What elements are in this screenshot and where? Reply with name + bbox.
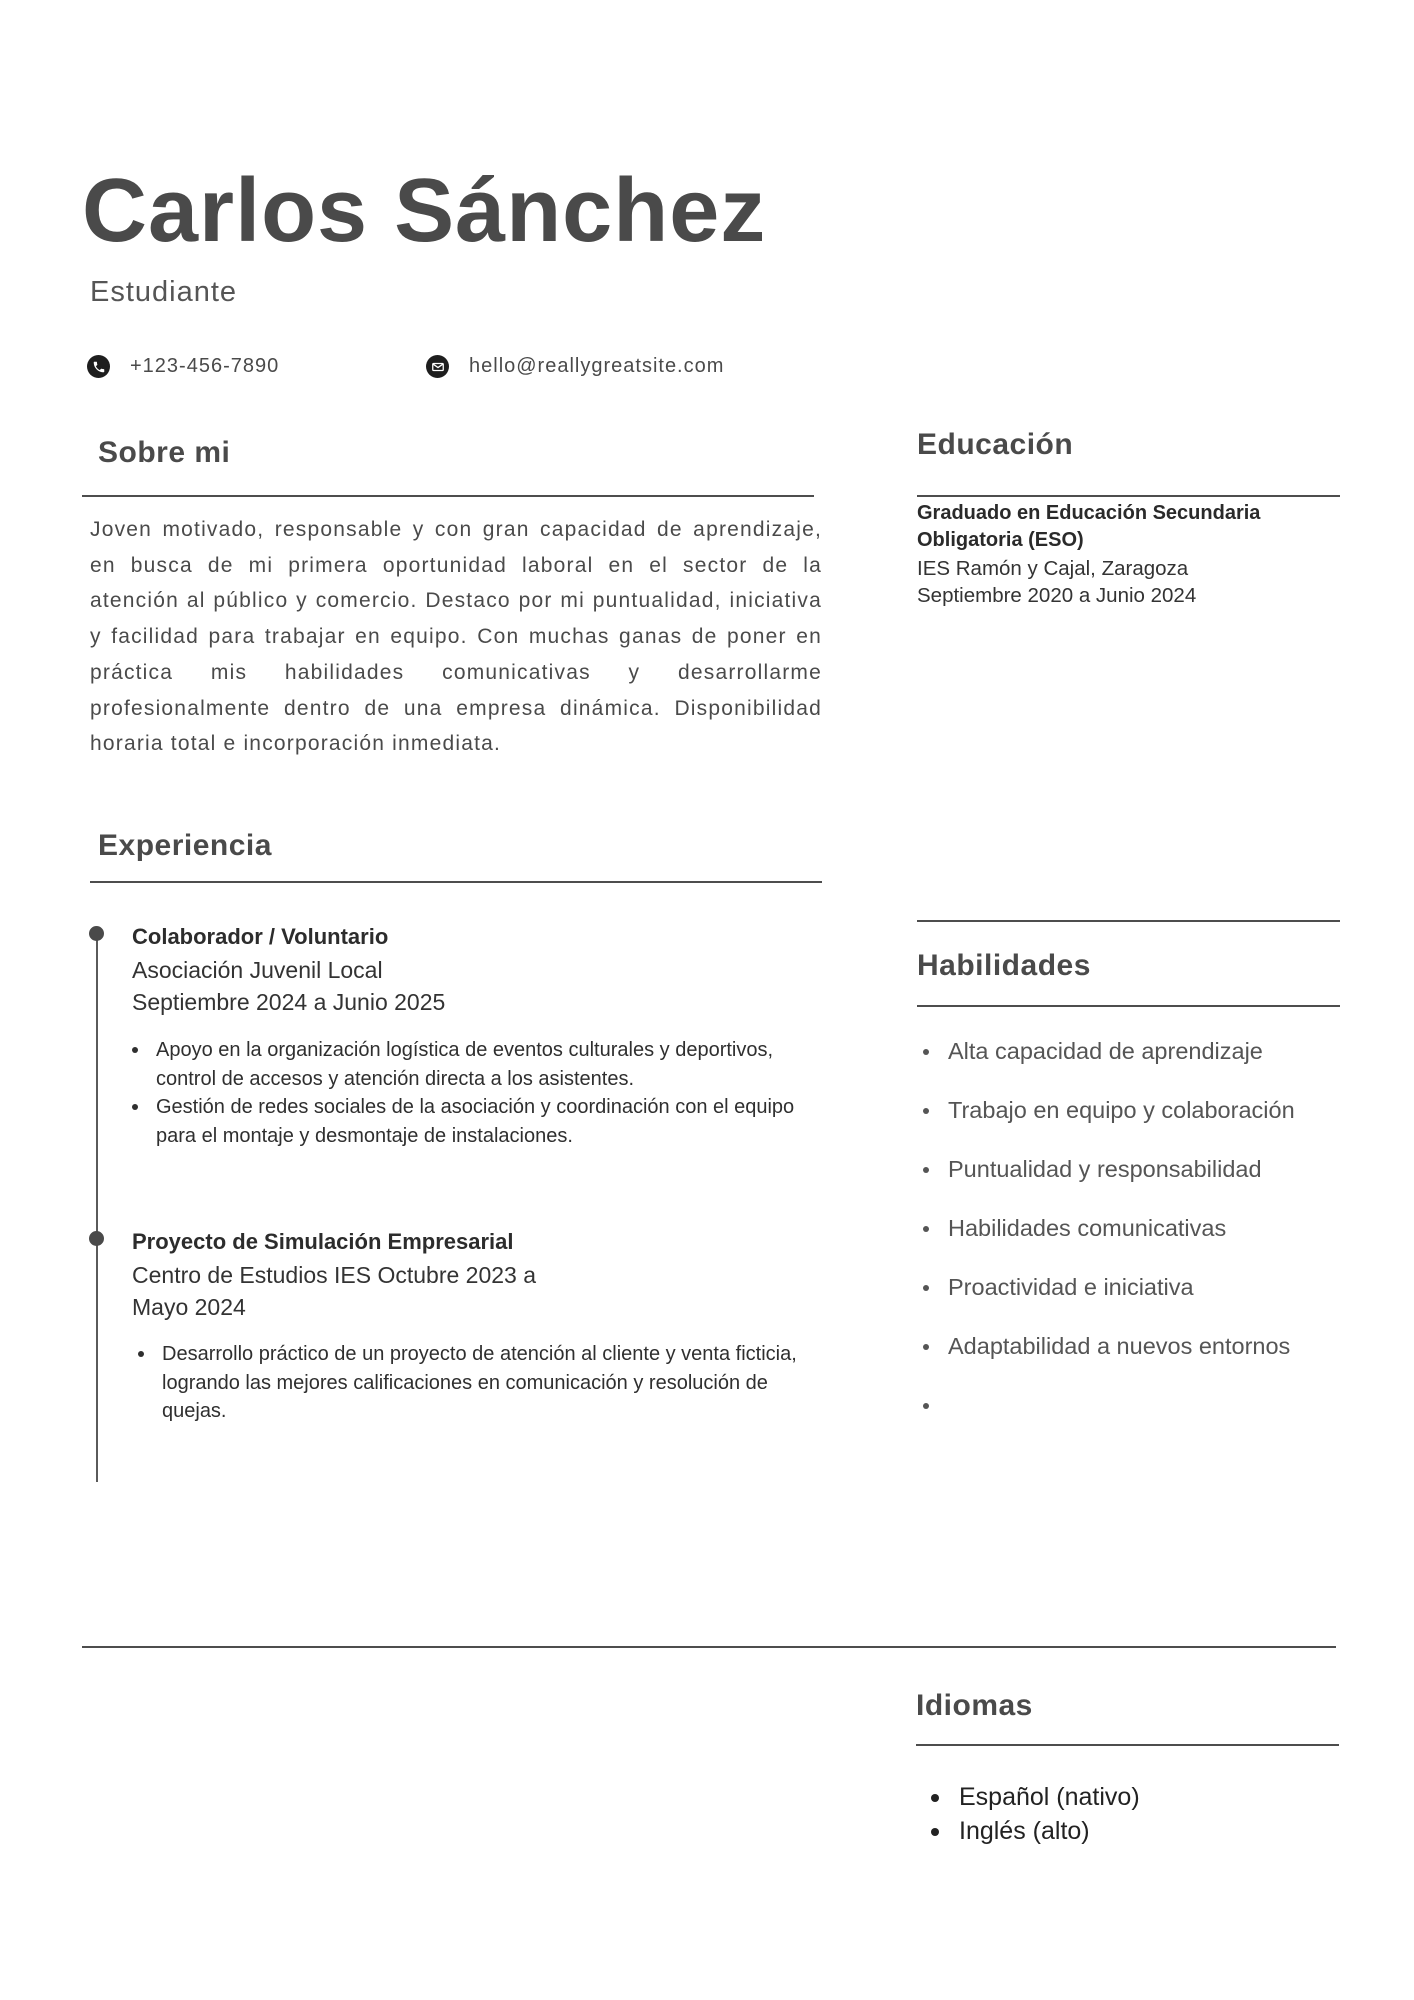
experience-title: Experiencia (98, 829, 272, 862)
education-school: IES Ramón y Cajal, Zaragoza (917, 557, 1189, 580)
job-bullets (132, 1036, 812, 1151)
phone-number[interactable]: +123-456-7890 (130, 355, 280, 377)
skill-item: Adaptabilidad a nuevos entornos (917, 1331, 1295, 1390)
job-bullets (138, 1340, 804, 1426)
skills-list (917, 1036, 1295, 1449)
job-title: Colaborador / Voluntario (132, 924, 389, 949)
job-title: Proyecto de Simulación Empresarial (132, 1229, 514, 1254)
email-address[interactable]: hello@reallygreatsite.com (469, 355, 725, 377)
education-divider (917, 495, 1340, 497)
about-divider (82, 495, 814, 497)
education-degree: Graduado en Educación Secundaria Obligatoria (ESO) (917, 502, 1261, 551)
skills-title: Habilidades (917, 949, 1091, 982)
job-dates: Septiembre 2024 a Junio 2025 (132, 989, 446, 1015)
language-item: Inglés (alto) (917, 1814, 1140, 1848)
languages-title: Idiomas (916, 1689, 1033, 1722)
timeline-line (96, 930, 98, 1482)
job-role: Estudiante (90, 276, 238, 308)
skill-item: Habilidades comunicativas (917, 1213, 1295, 1272)
language-item: Español (nativo) (917, 1780, 1140, 1814)
skill-item: Proactividad e iniciativa (917, 1272, 1295, 1331)
list-item: Gestión de redes sociales de la asociación y coordinación con el equipo para el montaje y desmontaje de instalaciones. (132, 1093, 812, 1150)
email-contact (426, 355, 724, 378)
experience-entry (132, 1229, 832, 1426)
skills-divider (917, 1005, 1340, 1007)
job-dates: Mayo 2024 (132, 1294, 246, 1320)
organization: Asociación Juvenil Local (132, 957, 383, 983)
skill-item: Puntualidad y responsabilidad (917, 1154, 1295, 1213)
phone-icon (87, 355, 110, 378)
about-text: Joven motivado, responsable y con gran capacidad de aprendizaje, en busca de mi primera oportunidad laboral en el sector de la atención al público y comercio. Destaco por mi puntualidad, iniciativa y facilidad para trabajar en equipo. Con muchas ganas de poner en práctica mis habilidades comunicativas y desarrollarme profesionalmente dentro de una empresa dinámica. Disponibilidad horaria total e incorporación inmediata. (90, 518, 822, 756)
languages-divider (916, 1744, 1339, 1746)
list-item: Desarrollo práctico de un proyecto de atención al cliente y venta ficticia, logrando las mejores calificaciones en comunicación y resolución de quejas. (138, 1340, 804, 1426)
envelope-icon (426, 355, 449, 378)
skill-item (917, 1390, 1295, 1449)
experience-entry (132, 924, 832, 1151)
languages-top-divider (82, 1646, 1336, 1648)
skill-item: Alta capacidad de aprendizaje (917, 1036, 1295, 1095)
timeline-dot (89, 1231, 104, 1246)
skill-item: Trabajo en equipo y colaboración (917, 1095, 1295, 1154)
list-item: Apoyo en la organización logística de eventos culturales y deportivos, control de accesos y atención directa a los asistentes. (132, 1036, 812, 1093)
skills-top-divider (917, 920, 1340, 922)
organization: Centro de Estudios IES Octubre 2023 a (132, 1262, 537, 1288)
timeline-dot (89, 926, 104, 941)
experience-divider (90, 881, 822, 883)
education-title: Educación (917, 428, 1074, 461)
languages-list (917, 1780, 1140, 1848)
phone-contact (87, 355, 279, 378)
person-name: Carlos Sánchez (82, 161, 767, 261)
education-dates: Septiembre 2020 a Junio 2024 (917, 584, 1197, 607)
about-title: Sobre mi (98, 436, 231, 469)
